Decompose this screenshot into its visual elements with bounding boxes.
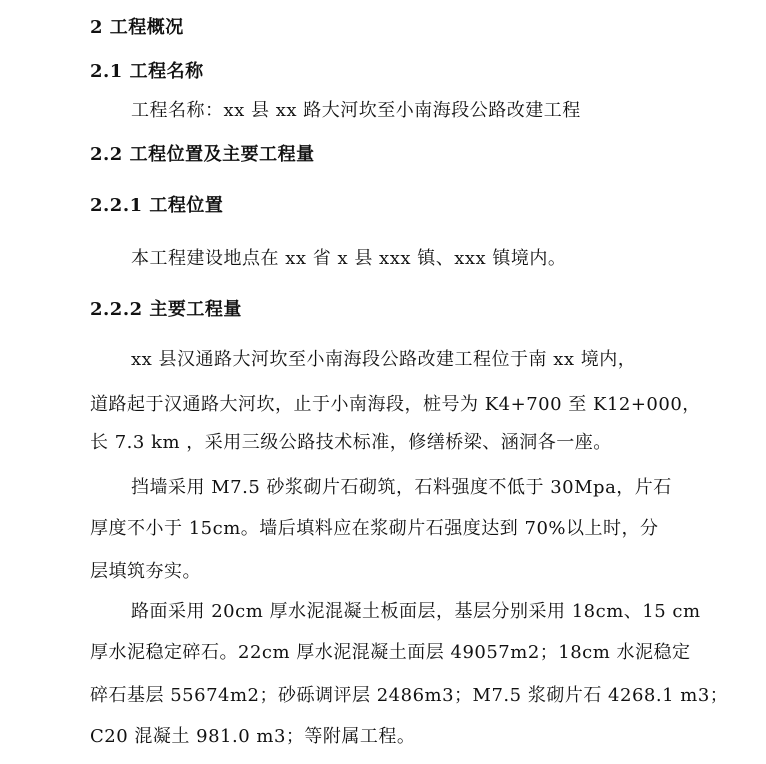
section-heading-2-2: 2.2 工程位置及主要工程量 [90,144,315,165]
paragraph-line: 长 7.3 km ，采用三级公路技术标准，修缮桥梁、涵洞各一座。 [90,432,612,453]
paragraph-line: 厚水泥稳定碎石。22cm 厚水泥混凝土面层 49057m2；18cm 水泥稳定 [90,642,691,663]
paragraph-line: 挡墙采用 M7.5 砂浆砌片石砌筑，石料强度不低于 30Mpa，片石 [131,477,672,498]
location-line: 本工程建设地点在 xx 省 x 县 xxx 镇、xxx 镇境内。 [131,248,567,269]
paragraph-line: 碎石基层 55674m2；砂砾调评层 2486m3；M7.5 浆砌片石 4268.1 m3； [90,685,729,706]
paragraph-line: xx 县汉通路大河坎至小南海段公路改建工程位于南 xx 境内， [131,349,637,370]
paragraph-line: 路面采用 20cm 厚水泥混凝土板面层，基层分别采用 18cm、15 cm [131,601,701,622]
section-heading-2: 2 工程概况 [90,17,184,38]
paragraph-line: 层填筑夯实。 [90,561,201,582]
section-heading-2-1: 2.1 工程名称 [90,61,204,82]
paragraph-line: 道路起于汉通路大河坎，止于小南海段，桩号为 K4+700 至 K12+000， [90,394,701,415]
paragraph-line: 厚度不小于 15cm。墙后填料应在浆砌片石强度达到 70%以上时，分 [90,518,659,539]
paragraph-line: C20 混凝土 981.0 m3；等附属工程。 [90,726,416,747]
section-heading-2-2-1: 2.2.1 工程位置 [90,195,224,216]
project-name-line: 工程名称：xx 县 xx 路大河坎至小南海段公路改建工程 [131,100,581,121]
section-heading-2-2-2: 2.2.2 主要工程量 [90,299,242,320]
